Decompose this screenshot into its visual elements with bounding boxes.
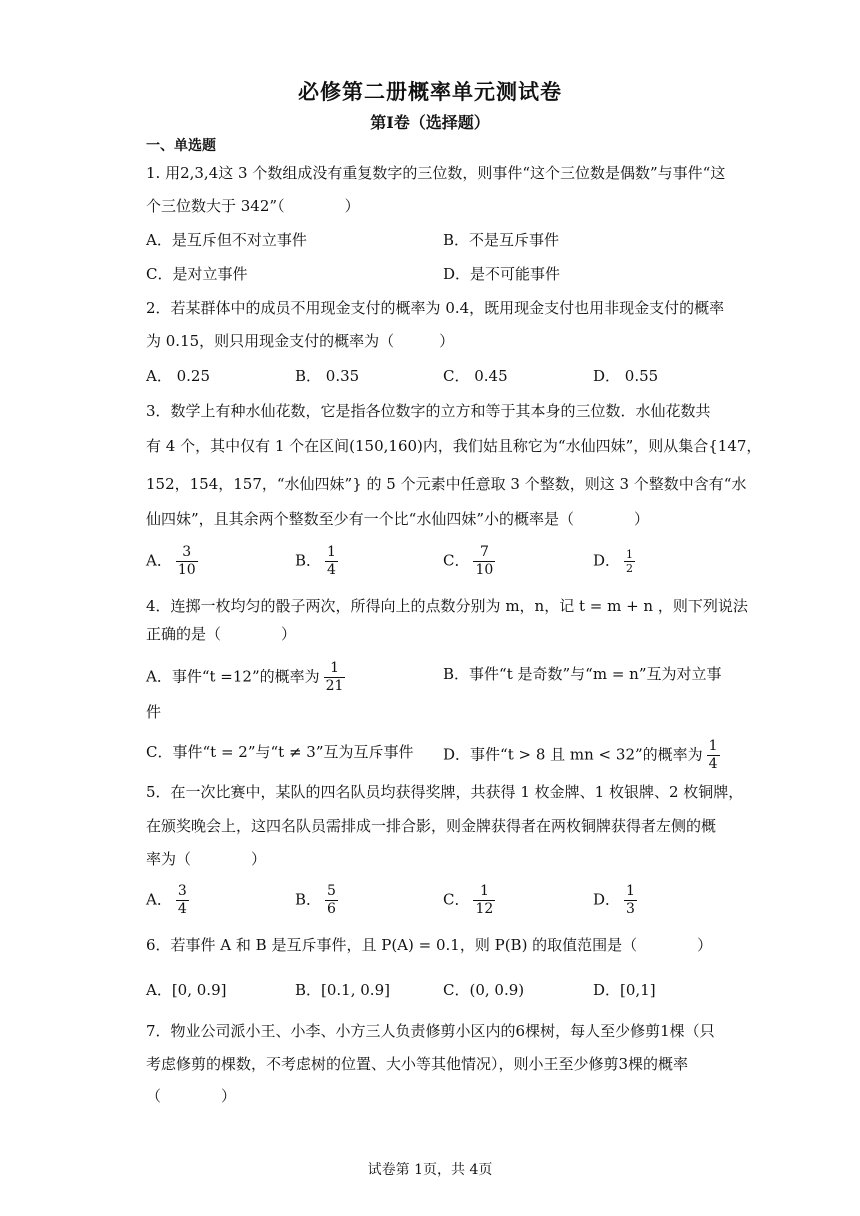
question-4-option-d (443, 738, 720, 773)
option-label: B． (295, 551, 322, 570)
option-label: D． (593, 551, 621, 570)
question-5-option-a (146, 883, 189, 918)
question-3-line-3: 152，154，157，“水仙四妹”} 的 5 个元素中任意取 3 个整数，则这 3 个整数中含有“水 (146, 475, 747, 493)
question-2-option-b: B． 0.35 (295, 367, 360, 385)
fraction (624, 883, 637, 918)
option-label: C． (443, 551, 470, 570)
question-5-line-1: 5．在一次比赛中，某队的四名队员均获得奖牌，共获得 1 枚金牌、1 枚银牌、2 枚铜牌， (146, 783, 744, 801)
numerator: 7 (473, 544, 495, 562)
page-title: 必修第二册概率单元测试卷 (298, 79, 562, 104)
question-2-option-d: D． 0.55 (593, 367, 659, 385)
numerator: 1 (708, 738, 718, 754)
numerator: 1 (626, 548, 634, 561)
question-4-option-a (146, 660, 345, 695)
question-4-option-c: C．事件“t = 2”与“t ≠ 3”互为互斥事件 (146, 743, 414, 761)
question-3-option-d (593, 548, 635, 575)
question-2-option-a: A． 0.25 (146, 367, 210, 385)
denominator: 4 (327, 562, 336, 578)
denominator: 4 (708, 756, 718, 772)
question-3-option-a (146, 544, 198, 579)
question-2-line-2: 为 0.15，则只用现金支付的概率为（ ） (146, 332, 455, 350)
option-text: A．事件“t =12”的概率为 (146, 667, 320, 686)
numerator: 1 (327, 544, 336, 560)
denominator: 12 (475, 901, 494, 917)
question-7-line-1: 7．物业公司派小王、小李、小方三人负责修剪小区内的6棵树，每人至少修剪1棵（只 (146, 1022, 715, 1040)
numerator: 3 (177, 883, 187, 899)
option-label: A． (146, 551, 172, 570)
question-3-option-c (443, 544, 495, 579)
question-4-option-b-continued: 件 (146, 703, 162, 721)
question-7-line-3: （ ） (146, 1087, 237, 1105)
question-3-option-b (295, 544, 338, 579)
question-2-line-1: 2．若某群体中的成员不用现金支付的概率为 0.4，既用现金支付也用非现金支付的概率 (146, 299, 725, 317)
question-6-option-d: D．[0,1] (593, 981, 656, 999)
page-footer: 试卷第 1页，共 4页 (367, 1162, 493, 1178)
denominator: 6 (327, 901, 336, 917)
denominator: 3 (626, 901, 635, 917)
question-3-line-1: 3．数学上有种水仙花数，它是指各位数字的立方和等于其本身的三位数．水仙花数共 (146, 402, 711, 420)
denominator: 10 (475, 562, 494, 578)
question-5-line-2: 在颁奖晚会上，这四名队员需排成一排合影，则金牌获得者在两枚铜牌获得者左侧的概 (146, 817, 717, 835)
numerator: 1 (324, 660, 346, 678)
volume-subtitle: 第I卷（选择题） (370, 113, 490, 132)
question-5-line-3: 率为（ ） (146, 850, 267, 868)
question-6-option-b: B．[0.1, 0.9] (295, 981, 390, 999)
numerator: 3 (176, 544, 198, 562)
question-1-option-a: A．是互斥但不对立事件 (146, 231, 307, 249)
question-6-option-a: A．[0, 0.9] (146, 981, 227, 999)
numerator: 1 (626, 883, 635, 899)
question-4-line-2: 正确的是（ ） (146, 625, 297, 643)
question-1-line-2: 个三位数大于 342”（ ） (146, 197, 360, 215)
question-1-option-b: B．不是互斥事件 (443, 231, 560, 249)
option-label: C． (443, 890, 470, 909)
question-7-line-2: 考虑修剪的棵数，不考虑树的位置、大小等其他情况），则小王至少修剪3棵的概率 (146, 1055, 689, 1073)
option-label: D． (593, 890, 621, 909)
denominator: 10 (177, 562, 196, 578)
option-label: B． (295, 890, 322, 909)
numerator: 5 (327, 883, 336, 899)
question-3-line-2: 有 4 个，其中仅有 1 个在区间(150,160)内，我们姑且称它为“水仙四妹”，则从集合{147， (146, 437, 762, 455)
question-6-option-c: C．(0, 0.9) (443, 981, 525, 999)
denominator: 21 (325, 678, 344, 694)
question-1-option-d: D．是不可能事件 (443, 265, 561, 283)
option-text: D．事件“t > 8 且 mn < 32”的概率为 (443, 745, 703, 764)
fraction (176, 883, 189, 918)
option-label: A． (146, 890, 172, 909)
question-2-option-c: C． 0.45 (443, 367, 508, 385)
question-6-line-1: 6．若事件 A 和 B 是互斥事件，且 P(A) = 0.1，则 P(B) 的取值范围是（ ） (146, 936, 713, 954)
fraction (624, 548, 635, 575)
denominator: 2 (626, 562, 634, 575)
question-1-option-c: C．是对立事件 (146, 265, 248, 283)
fraction (325, 544, 338, 579)
denominator: 4 (177, 901, 187, 917)
question-3-line-4: 仙四妹”，且其余两个整数至少有一个比“水仙四妹”小的概率是（ ） (146, 510, 650, 528)
fraction (325, 883, 338, 918)
question-5-option-c (443, 883, 495, 918)
question-5-option-d (593, 883, 637, 918)
fraction (473, 883, 495, 918)
fraction (707, 738, 720, 773)
section-heading: 一、单选题 (146, 138, 216, 154)
fraction (324, 660, 346, 695)
question-5-option-b (295, 883, 338, 918)
numerator: 1 (473, 883, 495, 901)
question-4-option-b: B．事件“t 是奇数”与“m = n”互为对立事 (443, 665, 722, 683)
fraction (176, 544, 198, 579)
question-4-line-1: 4．连掷一枚均匀的骰子两次，所得向上的点数分别为 m，n，记 t = m + n ，则下列说法 (146, 597, 748, 615)
fraction (473, 544, 495, 579)
question-1-line-1: 1. 用2,3,4这 3 个数组成没有重复数字的三位数，则事件“这个三位数是偶数”与事件“这 (146, 164, 726, 182)
